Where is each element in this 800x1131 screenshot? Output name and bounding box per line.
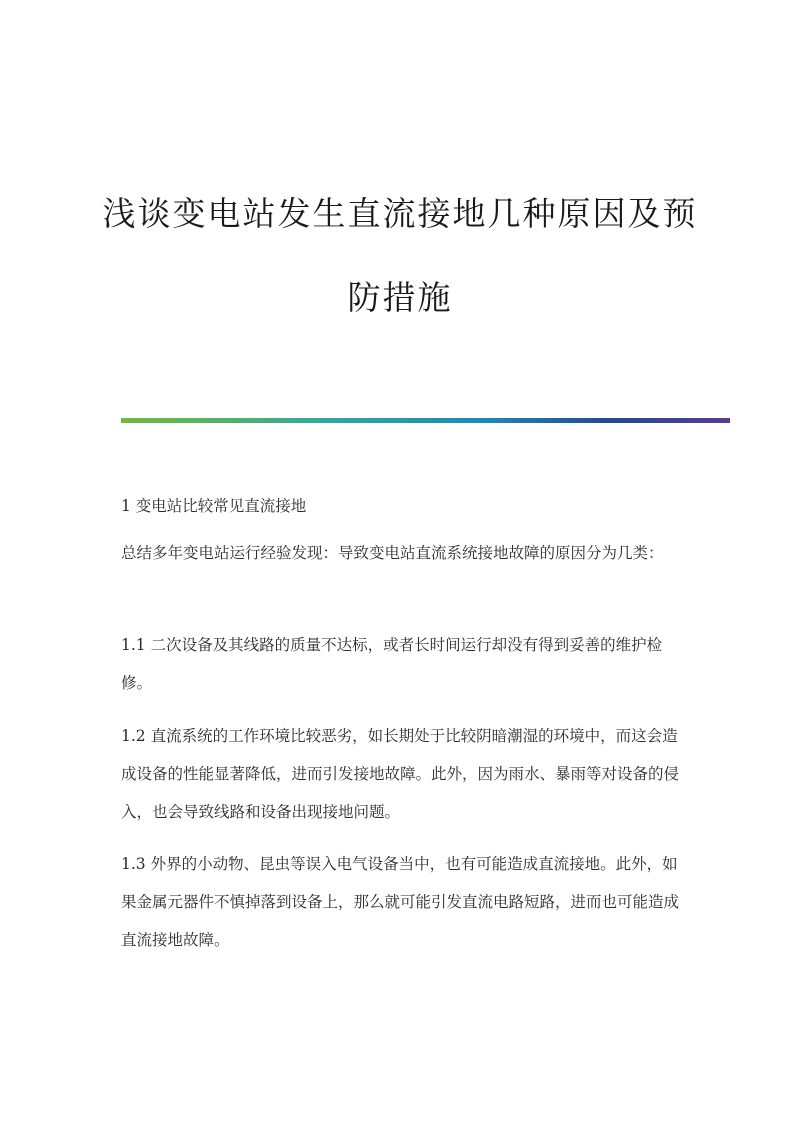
- document-title-line-2: 防措施: [347, 278, 453, 317]
- paragraph-1-3: 1.3 外界的小动物、昆虫等误入电气设备当中，也有可能造成直流接地。此外，如果金属元器件不慎掉落到设备上，那么就可能引发直流电路短路，进而也可能造成直流接地故障。: [121, 855, 680, 949]
- paragraph-1-1: 1.1 二次设备及其线路的质量不达标，或者长时间运行却没有得到妥善的维护检修。: [121, 636, 663, 692]
- gradient-divider: [121, 418, 730, 423]
- section-heading: 1 变电站比较常见直流接地: [121, 497, 307, 515]
- paragraph-1-2: 1.2 直流系统的工作环境比较恶劣，如长期处于比较阴暗潮湿的环境中，而这会造成设备的性能显著降低，进而引发接地故障。此外，因为雨水、暴雨等对设备的侵入，也会导致线路和设备出现接地问题。: [121, 727, 680, 821]
- paragraph-intro: 总结多年变电站运行经验发现：导致变电站直流系统接地故障的原因分为几类：: [121, 544, 664, 562]
- document-title-line-1: 浅谈变电站发生直流接地几种原因及预: [102, 194, 698, 233]
